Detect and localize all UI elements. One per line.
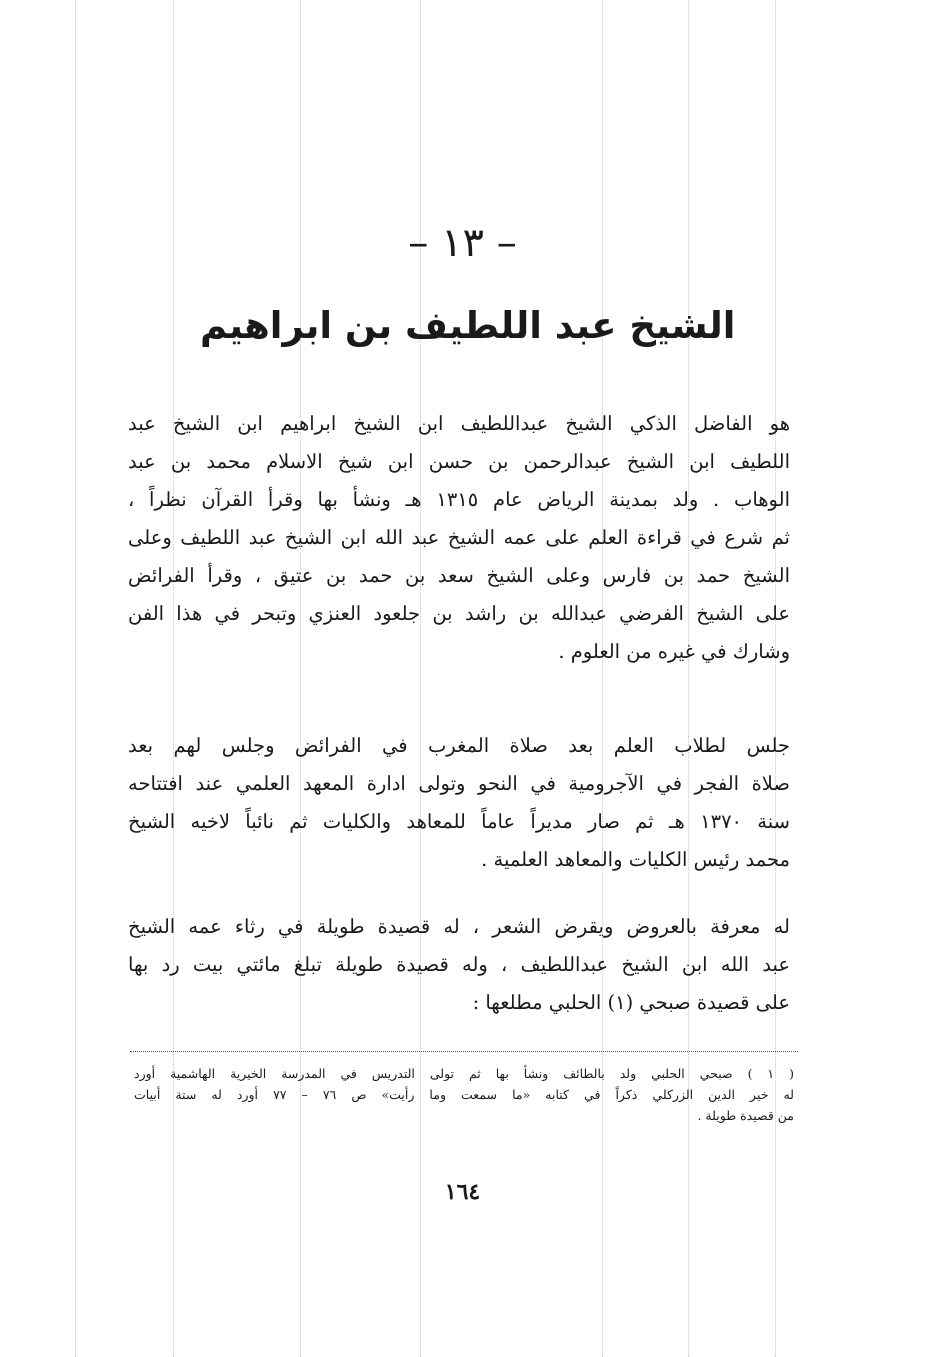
biography-title: الشيخ عبد اللطيف بن ابراهيم <box>200 304 736 347</box>
scan-guide-line <box>300 0 301 1357</box>
text-line: سنة ١٣٧٠ هـ ثم صار مديراً عاماً للمعاهد والكليات ثم نائباً لاخيه الشيخ <box>128 810 790 833</box>
footnote-separator <box>130 1051 798 1052</box>
paragraph-teaching <box>128 727 790 879</box>
text-line: هو الفاضل الذكي الشيخ عبداللطيف ابن الشيخ ابراهيم ابن الشيخ عبد <box>128 412 790 435</box>
text-line: محمد رئيس الكليات والمعاهد العلمية . <box>481 848 790 871</box>
text-line: على قصيدة صبحي (١) الحلبي مطلعها : <box>472 991 790 1014</box>
text-line: وشارك في غيره من العلوم . <box>558 640 790 663</box>
footnote-line: له خير الدين الزركلي ذكراً في كتابه «ما سمعت وما رأيت» ص ٧٦ – ٧٧ أورد له ستة أبيات <box>134 1087 794 1102</box>
text-line: ثم شرع في قراءة العلم على عمه الشيخ عبد الله ابن الشيخ عبد اللطيف وعلى <box>128 526 790 549</box>
scan-guide-line <box>173 0 174 1357</box>
scan-guide-line <box>75 0 76 1357</box>
text-line: على الشيخ الفرضي عبدالله بن راشد بن جلعود العنزي وتبحر في هذا الفن <box>128 602 790 625</box>
footnote-line: ( ١ ) صبحي الحلبي ولد بالطائف ونشأ بها ثم تولى التدريس في المدرسة الخيرية الهاشمية أورد <box>134 1066 794 1081</box>
scan-guide-line <box>775 0 776 1357</box>
text-line: جلس لطلاب العلم بعد صلاة المغرب في الفرائض وجلس لهم بعد <box>128 734 790 757</box>
section-number: – ١٣ – <box>408 220 517 266</box>
text-line: صلاة الفجر في الآجرومية في النحو وتولى ادارة المعهد العلمي عند افتتاحه <box>128 772 790 795</box>
text-line: اللطيف ابن الشيخ عبدالرحمن بن حسن ابن شيخ الاسلام محمد بن عبد <box>128 450 790 473</box>
paragraph-intro <box>128 405 790 671</box>
page-number: ١٦٤ <box>444 1179 481 1205</box>
text-line: له معرفة بالعروض ويقرض الشعر ، له قصيدة طويلة في رثاء عمه الشيخ <box>128 915 790 938</box>
scan-guide-line <box>420 0 421 1357</box>
text-line: عبد الله ابن الشيخ عبداللطيف ، وله قصيدة طويلة تبلغ مائتي بيت رد بها <box>128 953 790 976</box>
scan-guide-line <box>602 0 603 1357</box>
text-line: الشيخ حمد بن فارس وعلى الشيخ سعد بن حمد بن عتيق ، وقرأ الفرائض <box>128 564 790 587</box>
footnote-line: من قصيدة طويلة . <box>697 1108 794 1123</box>
text-line: الوهاب . ولد بمدينة الرياض عام ١٣١٥ هـ ونشأ بها وقرأ القرآن نظراً ، <box>128 488 790 511</box>
scan-guide-line <box>688 0 689 1357</box>
paragraph-poetry <box>128 908 790 1022</box>
footnote <box>134 1063 794 1126</box>
